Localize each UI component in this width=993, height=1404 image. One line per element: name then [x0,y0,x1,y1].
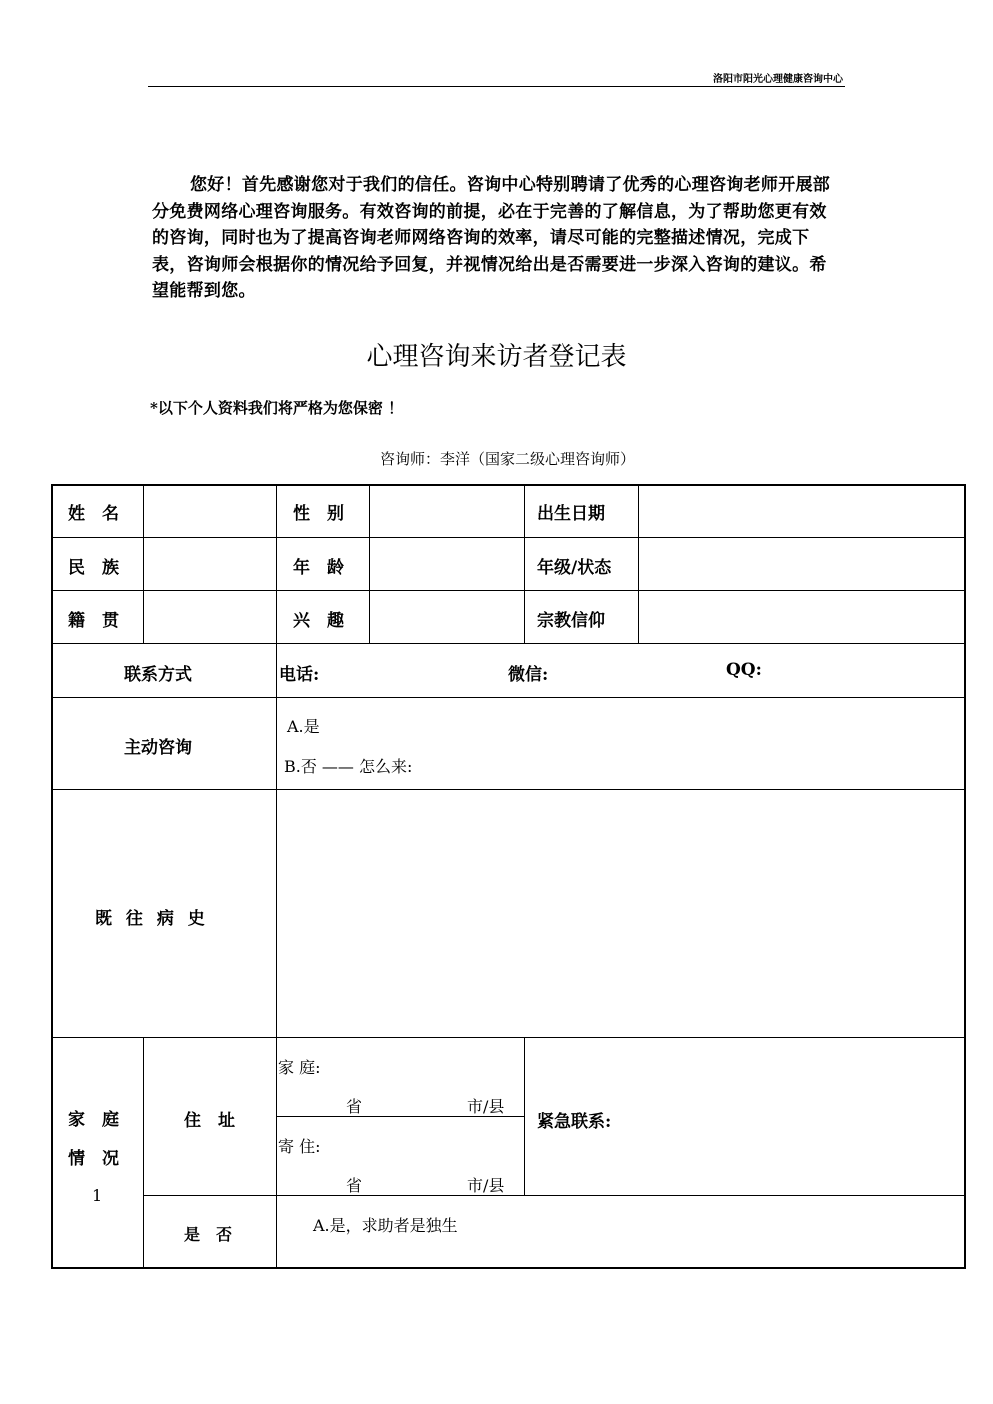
intro-paragraph: 您好！首先感谢您对于我们的信任。咨询中心特别聘请了优秀的心理咨询老师开展部分免费网络心理咨询服务。有效咨询的前提，必在于完善的了解信息，为了帮助您更有效的咨询，同时也为了提高咨询老师网络咨询的效率，请尽可能的完整描述情况，完成下表，咨询师会根据你的情况给予回复，并视情况给出是否需要进一步深入咨询的建议。希望能帮到您。 [152,175,831,301]
label-city-1: 市/县 [467,1097,505,1116]
grade-status-field[interactable] [640,539,963,589]
label-religion: 宗教信仰 [537,611,605,631]
label-phone: 电话: [279,665,320,685]
label-medical-history: 既 往 病 史 [95,909,209,929]
form-title: 心理咨询来访者登记表 [366,342,627,372]
name-field[interactable] [145,487,275,536]
label-wechat: 微信: [508,665,549,685]
option-b-no[interactable]: B.否 —— 怎么来: [284,757,413,776]
label-home: 家 庭: [278,1058,321,1077]
hobby-field[interactable] [371,592,523,642]
label-province-1: 省 [346,1097,363,1116]
label-city-2: 市/县 [467,1176,505,1195]
label-address: 住 址 [184,1111,235,1131]
label-ethnicity: 民 族 [68,558,119,578]
label-active-consult: 主动咨询 [124,738,192,758]
label-name: 姓 名 [68,504,119,524]
gender-field[interactable] [371,487,523,536]
label-lodging: 寄 住: [278,1137,321,1156]
label-family-number: 1 [92,1186,103,1205]
label-hobby: 兴 趣 [293,611,344,631]
native-place-field[interactable] [145,592,275,642]
option-only-child[interactable]: A.是，求助者是独生 [313,1216,458,1235]
label-family-1: 家 庭 [68,1110,119,1130]
label-emergency-contact: 紧急联系: [537,1112,612,1132]
label-age: 年 龄 [293,558,344,578]
label-contact: 联系方式 [124,665,192,685]
emergency-contact-field[interactable] [526,1039,963,1194]
label-family-2: 情 况 [68,1149,119,1169]
option-a-yes[interactable]: A.是 [287,717,320,736]
header-org: 洛阳市阳光心理健康咨询中心 [713,74,843,85]
label-gender: 性 别 [293,504,344,524]
religion-field[interactable] [640,592,963,642]
counselor-line: 咨询师：李洋（国家二级心理咨询师） [380,450,636,468]
age-field[interactable] [371,539,523,589]
birthdate-field[interactable] [640,487,963,536]
label-qq: QQ: [726,660,762,680]
ethnicity-field[interactable] [145,539,275,589]
label-grade-status: 年级/状态 [537,558,612,578]
label-province-2: 省 [346,1176,363,1195]
label-yes-no: 是 否 [184,1225,233,1244]
privacy-note: *以下个人资料我们将严格为您保密 ！ [150,399,404,417]
medical-history-field[interactable] [278,791,963,1036]
label-birthdate: 出生日期 [537,504,605,524]
label-native-place: 籍 贯 [68,611,119,631]
header-rule [148,86,845,87]
